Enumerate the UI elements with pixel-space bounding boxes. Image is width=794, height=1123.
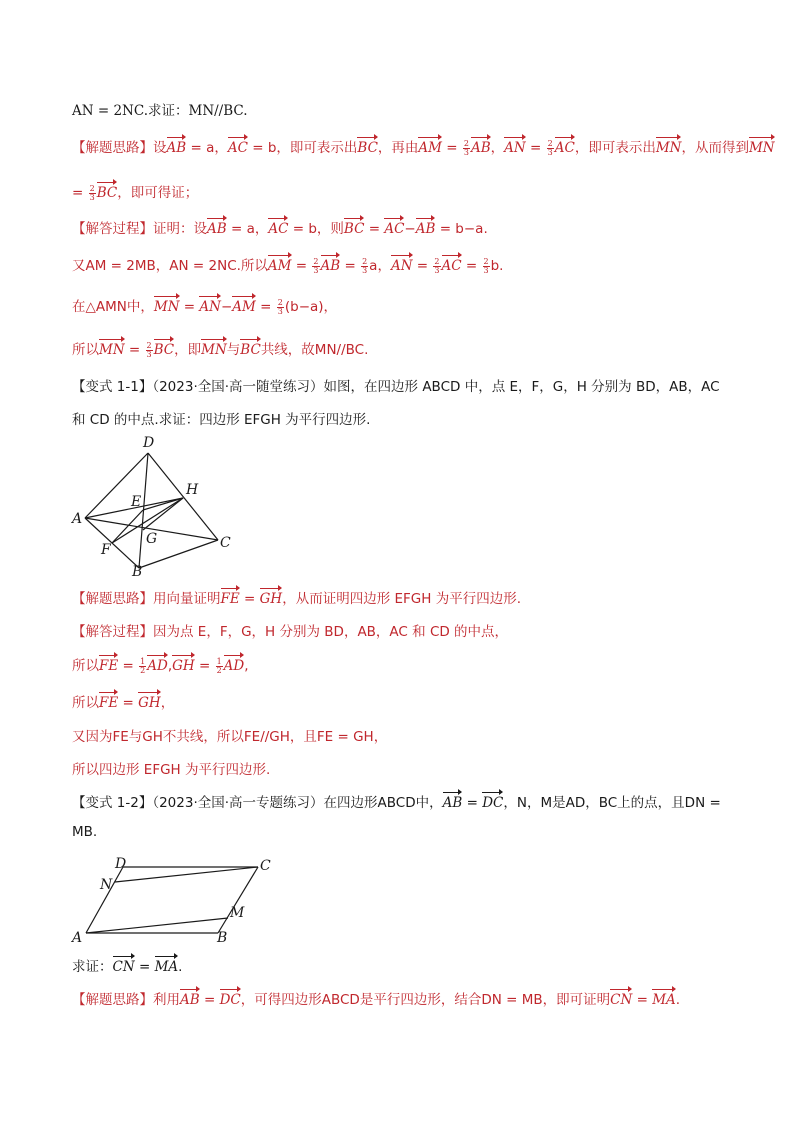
solution-process-tag: 【解答过程】 (72, 221, 153, 237)
point-label-h: H (186, 482, 199, 498)
variant-1-2-idea: 【解题思路】利用AB = DC，可得四边形ABCD是平行四边形，结合DN = MB，即可证明CN = MA. (72, 992, 681, 1008)
point-label-m: M (230, 905, 245, 921)
problem-statement-end: AN = 2NC.求证：MN//BC. (72, 103, 248, 119)
variant-1-1-title: 【变式 1-1】（2023·全国·高一随堂练习）如图，在四边形 ABCD 中，点 E，F，G，H 分别为 BD，AB，AC (72, 379, 720, 395)
point-label-a: A (72, 511, 83, 527)
point-label-d: D (143, 435, 155, 451)
variant-1-1-proc: 【解答过程】因为点 E，F，G，H 分别为 BD，AB，AC 和 CD 的中点， (72, 624, 509, 640)
point-label-d: D (115, 856, 127, 872)
variant-1-1-step-1: 所以FE = $\frac{1}{2}$ AD,GH = $\frac{1}{2}$ AD, (72, 656, 249, 675)
point-label-c: C (220, 535, 231, 551)
solution-idea-tag: 【解题思路】 (72, 140, 153, 156)
point-label-e: E (131, 494, 142, 510)
proof-line-4: 所以MN = $\frac{2}{3}$ BC，即MN与BC共线，故MN//BC. (72, 340, 369, 359)
variant-1-2-prove: 求证：CN = MA. (72, 959, 183, 975)
proof-line-2: 又AM = 2MB，AN = 2NC.所以AM = $\frac{2}{3}$ AB = $\frac{2}{3}$ a，AN = $\frac{2}{3}$ AC = $\frac{2}{3}$ b. (72, 256, 504, 275)
point-label-f: F (101, 542, 111, 558)
quadrilateral-abcd-figure (68, 430, 248, 580)
point-label-g: G (146, 531, 158, 547)
point-label-a: A (72, 930, 83, 946)
variant-1-1-step-3: 又因为FE与GH不共线，所以FE//GH，且FE = GH， (72, 729, 388, 745)
variant-1-1-step-4: 所以四边形 EFGH 为平行四边形. (72, 762, 271, 778)
variant-1-1-idea: 【解题思路】用向量证明FE = GH，从而证明四边形 EFGH 为平行四边形. (72, 591, 521, 607)
proof-line-3: 在△AMN中，MN = AN−AM = $\frac{2}{3}$ (b−a)， (72, 297, 338, 316)
fraction: $\frac{2}{3}$ (463, 138, 469, 157)
variant-1-1-step-2: 所以FE = GH， (72, 695, 175, 711)
proof-line-1: 【解答过程】证明：设AB = a，AC = b，则BC = AC−AB = b−a. (72, 221, 488, 237)
parallelogram-abcd-figure (68, 850, 278, 950)
point-label-b: B (132, 564, 143, 580)
point-label-b: B (217, 930, 228, 946)
point-label-c: C (260, 858, 271, 874)
point-label-n: N (100, 877, 113, 893)
variant-1-2-title: 【变式 1-2】（2023·全国·高一专题练习）在四边形ABCD中，AB = DC，N，M是AD，BC上的点，且DN = (72, 795, 721, 811)
solution-idea-line: 【解题思路】设AB = a，AC = b，即可表示出BC，再由AM = $\frac{2}{3}$ AB，AN = $\frac{2}{3}$ AC，即可表示出MN，从而得到MN (72, 138, 775, 157)
variant-1-2-title-2: MB. (72, 824, 98, 840)
solution-idea-line-2: = $\frac{2}{3}$ BC，即可得证； (72, 183, 199, 202)
variant-1-1-title-2: 和 CD 的中点.求证：四边形 EFGH 为平行四边形. (72, 412, 371, 428)
